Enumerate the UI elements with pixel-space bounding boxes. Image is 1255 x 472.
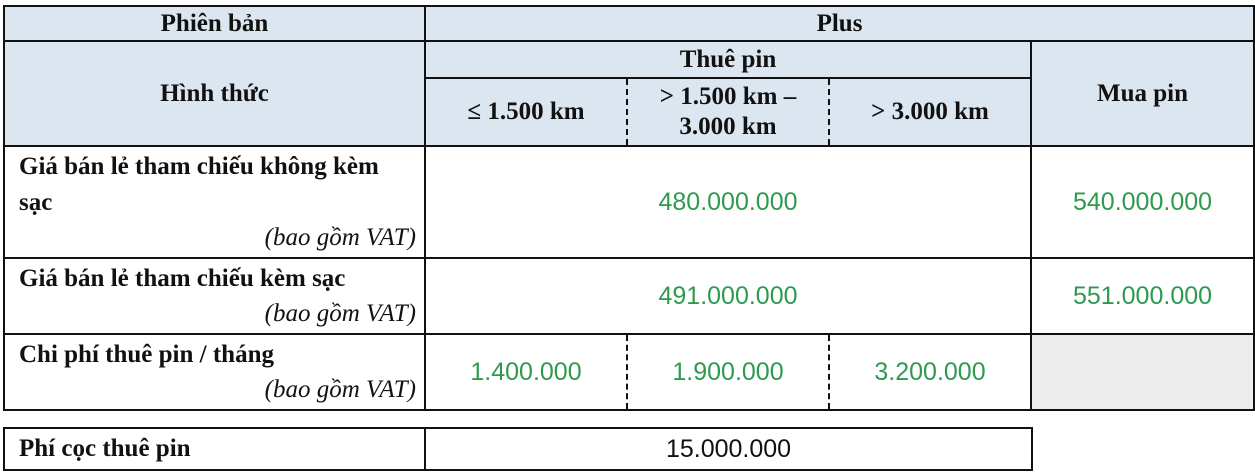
rent-label: Thuê pin xyxy=(425,41,1031,78)
rental-cost-buy-empty xyxy=(1031,334,1254,410)
rental-cost-tier-3: 3.200.000 xyxy=(829,334,1031,410)
deposit-value: 15.000.000 xyxy=(425,428,1032,470)
row-label-rental-cost xyxy=(4,334,425,410)
tier-header-3: > 3.000 km xyxy=(829,78,1031,146)
row-label-price-no-charger xyxy=(4,146,425,258)
version-label: Phiên bản xyxy=(4,6,425,41)
row-label-price-with-charger xyxy=(4,258,425,334)
row-label-text: Giá bán lẻ tham chiếu kèm sạc xyxy=(19,265,346,292)
tier-header-2 xyxy=(627,78,829,146)
deposit-table xyxy=(3,427,1033,471)
rent-price-with-charger: 491.000.000 xyxy=(425,258,1031,334)
version-value: Plus xyxy=(425,6,1254,41)
tier-header-2-text: > 1.500 km – 3.000 km xyxy=(659,83,797,140)
buy-label: Mua pin xyxy=(1031,41,1254,146)
rental-cost-tier-2: 1.900.000 xyxy=(627,334,829,410)
vat-note: (bao gồm VAT) xyxy=(264,376,416,403)
rental-cost-tier-1: 1.400.000 xyxy=(425,334,627,410)
rent-price-no-charger: 480.000.000 xyxy=(425,146,1031,258)
buy-price-with-charger: 551.000.000 xyxy=(1031,258,1254,334)
vat-note: (bao gồm VAT) xyxy=(264,300,416,327)
row-label-text: Chi phí thuê pin / tháng xyxy=(19,341,274,368)
pricing-table xyxy=(3,5,1255,411)
tier-header-1: ≤ 1.500 km xyxy=(425,78,627,146)
deposit-label: Phí cọc thuê pin xyxy=(4,428,425,470)
buy-price-no-charger: 540.000.000 xyxy=(1031,146,1254,258)
row-label-text: Giá bán lẻ tham chiếu không kèm sạc xyxy=(19,153,379,216)
vat-note: (bao gồm VAT) xyxy=(264,224,416,251)
form-label: Hình thức xyxy=(4,41,425,146)
